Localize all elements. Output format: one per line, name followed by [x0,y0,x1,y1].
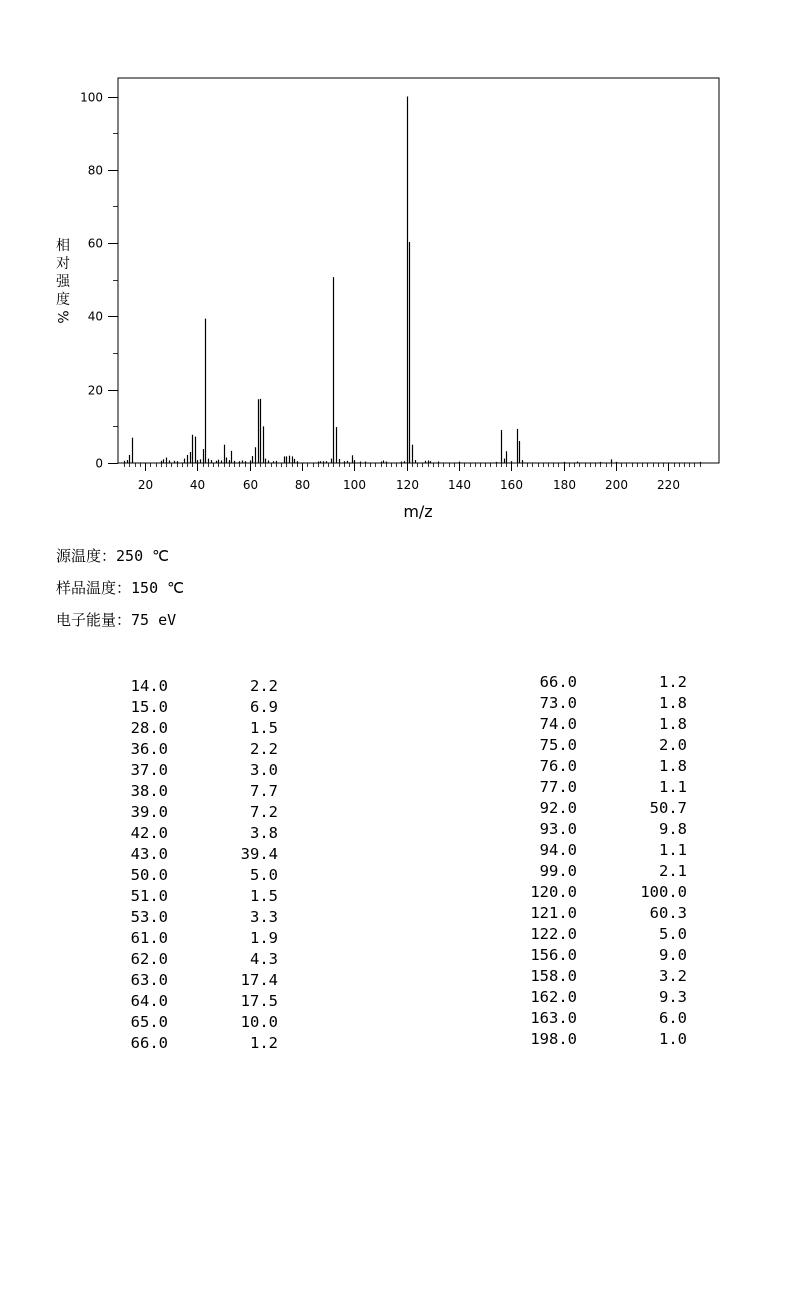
peak-abundance: 5.0 [659,925,687,943]
peak-abundance: 1.8 [659,757,687,775]
x-tick-label: 160 [500,478,523,492]
peak-mz: 64.0 [130,992,168,1010]
table-row [110,676,278,697]
peak-mz: 14.0 [130,677,168,695]
table-row [110,949,278,970]
table-row [510,966,687,987]
x-tick-label: 120 [396,478,419,492]
table-row [510,798,687,819]
source-temperature-label: 源温度： [56,547,117,565]
electron-energy-value: 75 eV [131,611,177,629]
table-row [110,1033,278,1054]
peak-mz: 66.0 [130,1034,168,1052]
table-row [110,907,278,928]
peak-mz: 75.0 [539,736,577,754]
peak-abundance: 9.3 [659,988,687,1006]
y-axis-label-char: 度 [56,292,70,308]
peak-abundance: 6.9 [250,698,278,716]
y-axis-label-char: 强 [56,274,70,290]
peak-mz: 120.0 [530,883,577,901]
peak-mz: 51.0 [130,887,168,905]
table-row [510,1029,687,1050]
y-tick-label: 0 [95,456,103,471]
peak-mz: 38.0 [130,782,168,800]
peak-abundance: 1.5 [250,719,278,737]
peak-mz: 158.0 [530,967,577,985]
electron-energy-label: 电子能量： [56,611,132,629]
peak-mz: 62.0 [130,950,168,968]
table-row [510,1008,687,1029]
table-row [510,735,687,756]
peak-abundance: 4.3 [250,950,278,968]
peak-mz: 74.0 [539,715,577,733]
table-row [510,924,687,945]
table-row [110,991,278,1012]
peak-mz: 93.0 [539,820,577,838]
peak-abundance: 1.1 [659,841,687,859]
peak-mz: 92.0 [539,799,577,817]
peak-mz: 36.0 [130,740,168,758]
table-row [510,882,687,903]
peak-mz: 28.0 [130,719,168,737]
table-row [110,718,278,739]
peak-abundance: 6.0 [659,1009,687,1027]
peak-mz: 53.0 [130,908,168,926]
x-tick-label: 220 [657,478,680,492]
table-row [110,823,278,844]
peak-mz: 42.0 [130,824,168,842]
peak-mz: 66.0 [539,673,577,691]
x-tick-label: 100 [343,478,366,492]
x-tick-label: 20 [137,478,154,492]
peak-abundance: 1.8 [659,694,687,712]
table-row [510,903,687,924]
table-row [510,693,687,714]
x-tick-label: 40 [189,478,206,492]
x-tick-label: 200 [605,478,628,492]
peak-abundance: 17.4 [240,971,278,989]
table-row [110,886,278,907]
peak-abundance: 1.5 [250,887,278,905]
peak-abundance: 7.2 [250,803,278,821]
y-axis-label-char: 相 [56,238,70,254]
table-row [110,697,278,718]
sample-temperature [56,577,184,598]
peak-abundance: 2.2 [250,677,278,695]
table-row [110,739,278,760]
table-row [110,760,278,781]
electron-energy [56,609,176,630]
peak-mz: 156.0 [530,946,577,964]
x-tick-label: 60 [242,478,259,492]
peak-abundance: 39.4 [240,845,278,863]
y-tick-label: 100 [80,90,103,105]
peak-abundance: 10.0 [240,1013,278,1031]
table-row [510,819,687,840]
y-axis-label [54,237,71,324]
table-row [110,865,278,886]
spectrum-peaks [125,97,701,464]
peak-mz: 61.0 [130,929,168,947]
peak-abundance: 2.1 [659,862,687,880]
peak-abundance: 50.7 [649,799,687,817]
table-row [110,1012,278,1033]
y-axis-label-char: 对 [56,256,70,272]
sample-temperature-value: 150 ℃ [131,579,184,597]
table-row [510,987,687,1008]
table-row [110,844,278,865]
peak-abundance: 1.9 [250,929,278,947]
table-row [510,756,687,777]
x-tick-label: 80 [294,478,311,492]
mass-spectrum-chart [0,0,794,530]
peak-mz: 122.0 [530,925,577,943]
y-axis-label-char: % [54,310,70,324]
table-row [510,777,687,798]
table-row [110,928,278,949]
peak-mz: 99.0 [539,862,577,880]
peak-mz: 37.0 [130,761,168,779]
y-tick-label: 40 [87,309,103,324]
peak-mz: 15.0 [130,698,168,716]
peak-abundance: 9.0 [659,946,687,964]
peak-mz: 94.0 [539,841,577,859]
table-row [110,781,278,802]
peak-abundance: 1.0 [659,1030,687,1048]
peak-mz: 77.0 [539,778,577,796]
table-row [510,672,687,693]
y-tick-label: 60 [87,236,103,251]
peak-abundance: 1.8 [659,715,687,733]
table-row [110,802,278,823]
x-tick-label: 180 [553,478,576,492]
peak-abundance: 9.8 [659,820,687,838]
peak-abundance: 100.0 [640,883,687,901]
peak-abundance: 3.2 [659,967,687,985]
peak-abundance: 3.3 [250,908,278,926]
peak-abundance: 5.0 [250,866,278,884]
peak-mz: 43.0 [130,845,168,863]
peak-abundance: 7.7 [250,782,278,800]
table-row [510,861,687,882]
x-axis-label: m/z [403,502,433,521]
table-row [510,840,687,861]
source-temperature [56,545,169,566]
table-row [510,945,687,966]
peak-mz: 50.0 [130,866,168,884]
peak-mz: 163.0 [530,1009,577,1027]
peak-mz: 65.0 [130,1013,168,1031]
peak-abundance: 1.2 [250,1034,278,1052]
table-row [110,970,278,991]
peak-mz: 39.0 [130,803,168,821]
sample-temperature-label: 样品温度： [56,579,132,597]
x-tick-label: 140 [448,478,471,492]
peak-mz: 76.0 [539,757,577,775]
peak-mz: 121.0 [530,904,577,922]
axis-ticks [80,91,700,493]
peak-abundance: 17.5 [240,992,278,1010]
y-tick-label: 80 [87,163,103,178]
peak-abundance: 1.1 [659,778,687,796]
peak-mz: 162.0 [530,988,577,1006]
table-row [510,714,687,735]
y-tick-label: 20 [87,383,103,398]
peak-abundance: 3.8 [250,824,278,842]
peak-mz: 63.0 [130,971,168,989]
peak-abundance: 60.3 [649,904,687,922]
peak-mz: 198.0 [530,1030,577,1048]
peak-abundance: 1.2 [659,673,687,691]
peak-abundance: 2.0 [659,736,687,754]
plot-frame [118,78,719,463]
source-temperature-value: 250 ℃ [116,547,169,565]
peak-mz: 73.0 [539,694,577,712]
peak-abundance: 2.2 [250,740,278,758]
peak-abundance: 3.0 [250,761,278,779]
